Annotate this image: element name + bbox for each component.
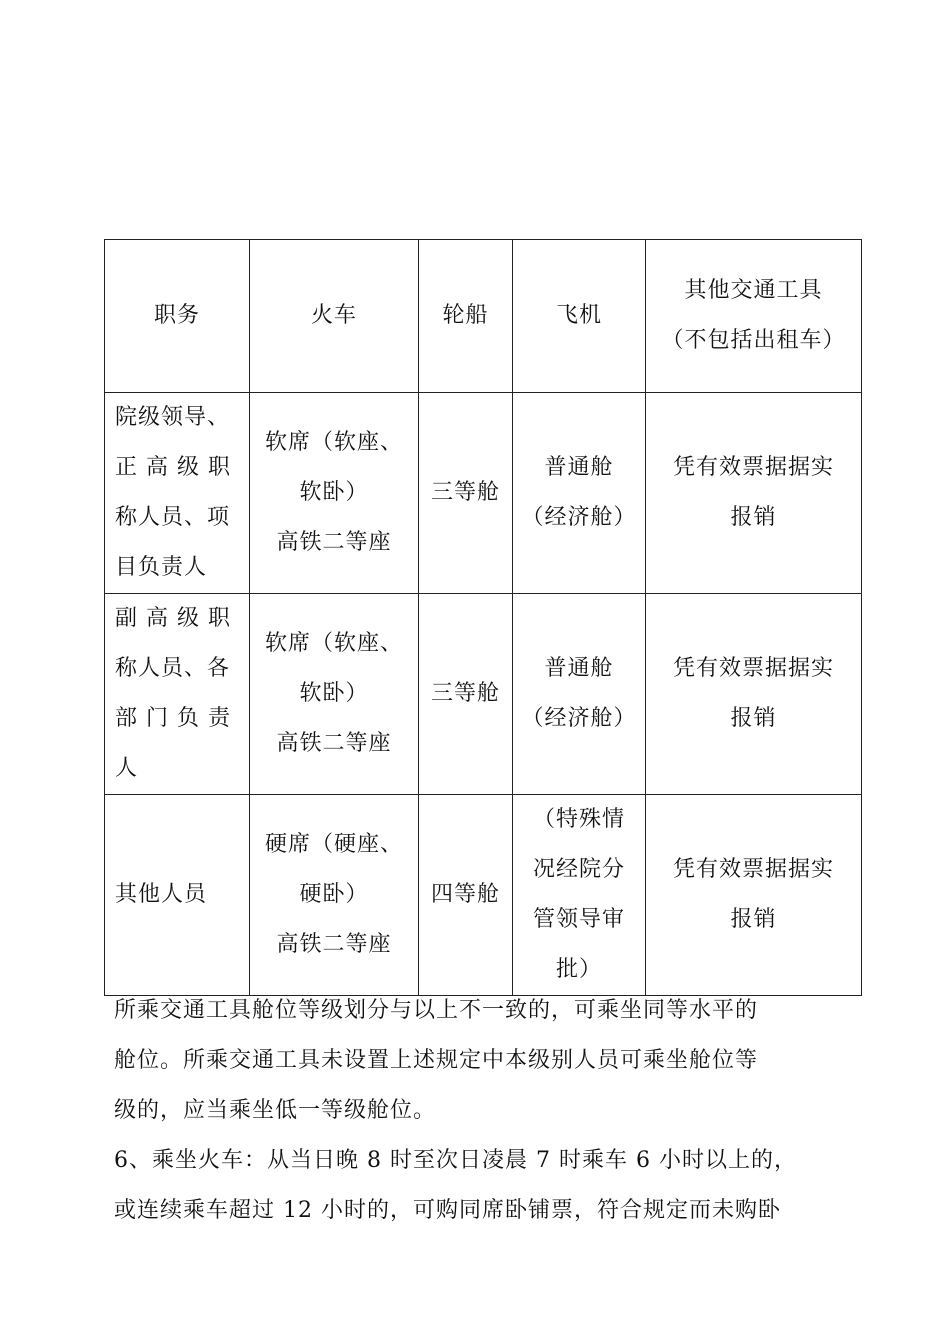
travel-standards-table	[104, 239, 862, 996]
header-ship: 轮船	[419, 240, 513, 393]
cell-plane: 普通舱 （经济舱）	[513, 594, 646, 795]
cell-plane: （特殊情 况经院分 管领导审 批）	[513, 795, 646, 996]
header-train: 火车	[250, 240, 419, 393]
table-row	[105, 795, 862, 996]
cell-ship: 三等舱	[419, 393, 513, 594]
cell-position: 其他人员	[105, 795, 250, 996]
table-header-row	[105, 240, 862, 393]
train-rule-paragraph	[114, 1136, 844, 1236]
cell-ship: 三等舱	[419, 594, 513, 795]
cell-train: 软席（软座、 软卧） 高铁二等座	[250, 594, 419, 795]
header-other-transport: 其他交通工具 （不包括出租车）	[646, 240, 862, 393]
cell-ship: 四等舱	[419, 795, 513, 996]
cell-other-transport: 凭有效票据据实 报销	[646, 795, 862, 996]
table-row	[105, 594, 862, 795]
paragraph-line: 舱位。所乘交通工具未设置上述规定中本级别人员可乘坐舱位等	[114, 1048, 759, 1073]
cell-plane: 普通舱 （经济舱）	[513, 393, 646, 594]
paragraph-line: 级的，应当乘坐低一等级舱位。	[114, 1098, 437, 1123]
table-row	[105, 393, 862, 594]
paragraph-line: 所乘交通工具舱位等级划分与以上不一致的，可乘坐同等水平的	[114, 998, 759, 1023]
paragraph-line: 6、乘坐火车：从当日晚 8 时至次日凌晨 7 时乘车 6 小时以上的，	[114, 1148, 797, 1173]
cell-train: 软席（软座、 软卧） 高铁二等座	[250, 393, 419, 594]
cell-position: 副 高 级 职 称人员、各 部 门 负 责 人	[105, 594, 250, 795]
paragraph-line: 或连续乘车超过 12 小时的，可购同席卧铺票，符合规定而未购卧	[114, 1198, 781, 1223]
cell-position: 院级领导、 正 高 级 职 称人员、项 目负责人	[105, 393, 250, 594]
cell-other-transport: 凭有效票据据实 报销	[646, 594, 862, 795]
cell-other-transport: 凭有效票据据实 报销	[646, 393, 862, 594]
cell-train: 硬席（硬座、 硬卧） 高铁二等座	[250, 795, 419, 996]
header-plane: 飞机	[513, 240, 646, 393]
header-position: 职务	[105, 240, 250, 393]
cabin-class-note-paragraph	[114, 986, 844, 1136]
